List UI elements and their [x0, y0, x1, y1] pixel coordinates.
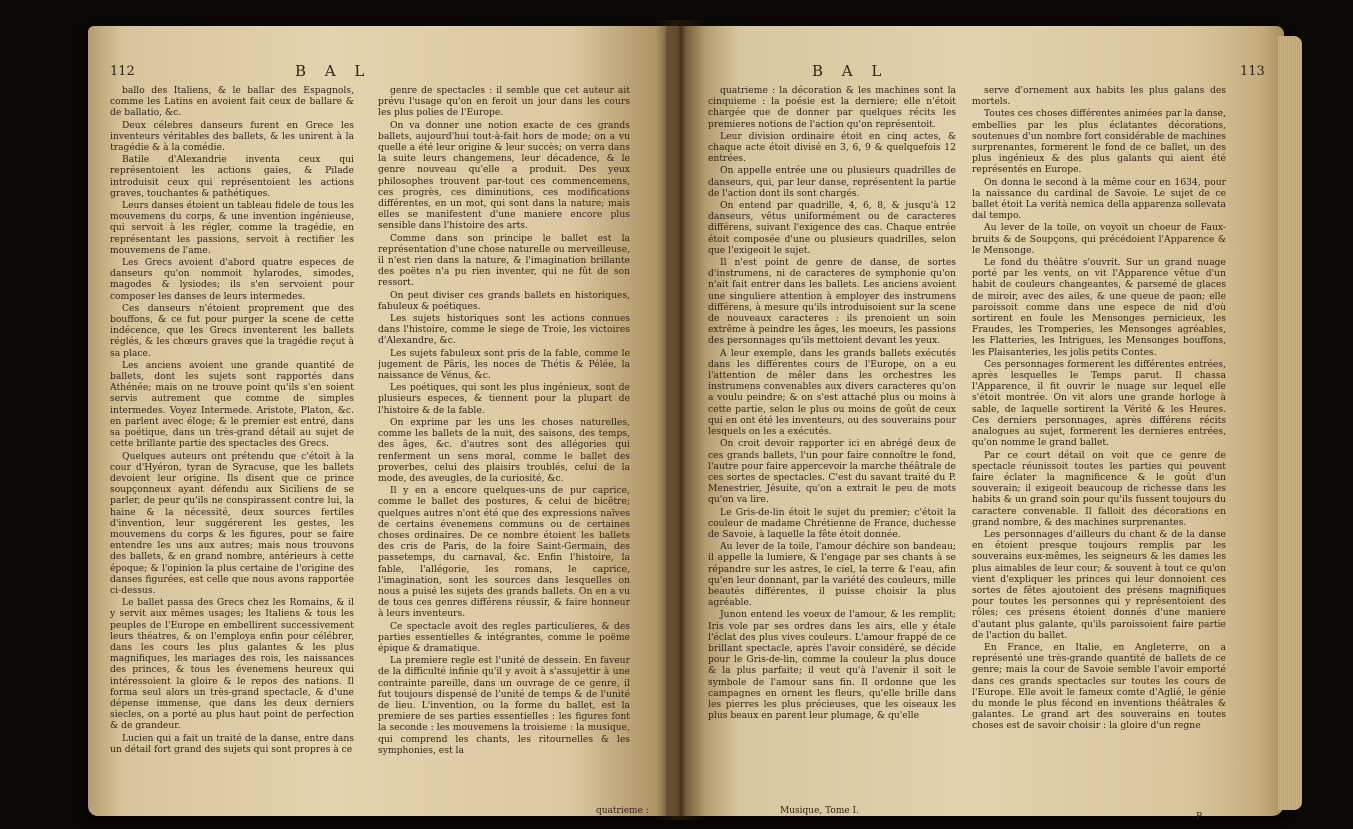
paragraph: Il y en a encore quelques-uns de pur caprice, comme le ballet des postures, & celui de bicêtre; quelques autres n'ont été que des expressions naïves de certains évenemens communs ou de certaines choses ordinaires. De ce nombre étoient les ballets des cris de Paris, de la foire Saint-Germain, des passetemps, du carnaval, &c. Enfin l'histoire, la fable, l'allégorie, les romans, le caprice, l'imagination, sont les sources dans lesquelles on nous a puisé les sujets des grands ballets. On en a vu de tous ces genres différens réussir, & faire honneur à leurs inventeurs.: [378, 485, 630, 620]
right-running-head: B A L: [812, 62, 889, 80]
paragraph: On peut diviser ces grands ballets en historiques, fabuleux & poétiques.: [378, 289, 630, 312]
book-gutter: [655, 20, 705, 820]
paragraph: Les sujets fabuleux sont pris de la fable, comme le jugement de Pâris, les noces de Thétis & Pélée, la naissance de Vénus, &c.: [378, 347, 630, 382]
paragraph: Les poétiques, qui sont les plus ingénieux, sont de plusieurs especes, & tiennent pour la plupart de l'histoire & de la fable.: [378, 382, 630, 416]
paragraph: Au lever de la toile, l'amour déchire son bandeau; il appelle la lumiere, & l'engage par ses chants à se répandre sur les astres, le ciel, la terre & l'eau, afin qu'en leur donnant, par la variété des couleurs, mille beautés différentes, il puisse choisir la plus agréable.: [708, 541, 956, 609]
left-running-head: B A L: [295, 62, 372, 80]
page-edges: [1278, 36, 1302, 810]
paragraph: On croit devoir rapporter ici en abrégé deux de ces grands ballets, l'un pour faire connoître le fond, l'autre pour faire appercevoir la marche théâtrale de ces sortes de spectacles. C'est du savant traité du P. Menestrier, Jésuite, qu'on a extrait le peu de mots qu'on va lire.: [708, 438, 956, 506]
paragraph: Ces danseurs n'étoient proprement que des bouffons, & ce fut pour purger la scene de cette indécence, que les Grecs inventerent les ballets réglés, & les chœurs graves que la tragédie reçut à sa place.: [110, 302, 354, 359]
paragraph: serve d'ornement aux habits les plus galans des mortels.: [972, 85, 1226, 108]
paragraph: Le fond du théâtre s'ouvrit. Sur un grand nuage porté par les vents, on vit l'Apparence vêtue d'un habit de couleurs changeantes, & parsemé de glaces de miroir, avec des ailes, & une queue de paon; elle paroissoit comme dans une espece de nid d'où sortirent en foule les Mensonges pernicieux, les Fraudes, les Tromperies, les Mensonges agréables, les Flatteries, les Intrigues, les Mensonges bouffons, les Plaisanteries, les jolis petits Contes.: [972, 257, 1226, 358]
right-column-1: [708, 85, 956, 805]
left-page-number: 112: [110, 64, 135, 79]
left-column-1: [110, 85, 354, 805]
paragraph: On entend par quadrille, 4, 6, 8, & jusqu'à 12 danseurs, vêtus uniformément ou de caracteres différens, suivant l'exigence des cas. Chaque entrée étoit composée d'une ou plusieurs quadrilles, selon que l'exigeoit le sujet.: [708, 200, 956, 256]
paragraph: En France, en Italie, en Angleterre, on a représenté une très-grande quantité de ballets de ce genre; mais la cour de Savoie semble l'avoir emporté dans ces grands spectacles sur toutes les cours de l'Europe. Elle avoit le fameux comte d'Aglié, le génie du monde le plus fécond en inventions théâtrales & galantes. Le grand art des souverains en toutes choses est de savoir choisir : la gloire d'un regne: [972, 641, 1226, 732]
paragraph: Quelques auteurs ont prétendu que c'étoit à la cour d'Hyéron, tyran de Syracuse, que les ballets devoient leur origine. Ils disent que ce prince soupçonneux ayant défendu aux Siciliens de se parler, de peur qu'ils ne conspirassent contre lui, la haine & la nécessité, deux sources fertiles d'invention, leur suggérerent les gestes, les mouvemens du corps & les figures, pour se faire entendre les uns aux autres; mais nous trouvons des ballets, & en grand nombre, antérieurs à cette époque; & l'opinion la plus certaine de l'origine des danses figurées, est celle que nous avons rapportée ci-dessus.: [110, 450, 354, 596]
paragraph: Le ballet passa des Grecs chez les Romains, & il y servit aux mêmes usages; les Italiens & tous les peuples de l'Europe en embellirent successivement leurs théatres, & on l'employa enfin pour célébrer, dans les cours les plus galantes & les plus magnifiques, les mariages des rois, les naissances des princes, & tous les évenemens heureux qui intéressoient la gloire & le repos des nations. Il forma seul alors un très-grand spectacle, & d'une dépense immense, que dans les deux derniers siecles, on a porté au plus haut point de perfection & de grandeur.: [110, 597, 354, 732]
paragraph: On va donner une notion exacte de ces grands ballets, aujourd'hui tout-à-fait hors de mode; on a vu quelle a été leur origine & leur succès; on verra dans la suite leurs changemens, leur décadence, & le genre nouveau qu'elle a produit. Des yeux philosophes trouvent par-tout ces commencemens, ces progrès, ces diminutions, ces modifications différentes, en un mot, qui sont dans la nature; mais elles se manifestent d'une maniere encore plus sensible dans l'histoire des arts.: [378, 119, 630, 232]
paragraph: Les personnages d'ailleurs du chant & de la danse en étoient presque toujours remplis par les souverains eux-mêmes, les seigneurs & les dames les plus aimables de leur cour; & souvent à tout ce qu'on vient d'expliquer les princes qui leur donnoient ces sortes de fêtes ajoutoient des présens magnifiques pour toutes les personnes qui y représentoient des rôles; ces présens étoient donnés d'une maniere d'autant plus galante, qu'ils paroissoient faire partie de l'action du ballet.: [972, 528, 1226, 641]
right-column-2: [972, 85, 1226, 805]
right-catchword: P: [1196, 812, 1203, 822]
paragraph: Comme dans son principe le ballet est la représentation d'une chose naturelle ou merveilleuse, il n'est rien dans la nature, & l'imagination brillante des poëtes n'a pu rien inventer, qui ne fût de son ressort.: [378, 232, 630, 289]
paragraph: Le Gris-de-lin étoit le sujet du premier; c'étoit la couleur de madame Chrétienne de France, duchesse de Savoie, à laquelle la fête étoit donnée.: [708, 506, 956, 540]
paragraph: Leurs danses étoient un tableau fidele de tous les mouvemens du corps, & une invention ingénieuse, qui servoit à les régler, comme la tragédie, en représentant les passions, servoit à rectifier les mouvemens de l'ame.: [110, 200, 354, 256]
paragraph: Les anciens avoient une grande quantité de ballets, dont les sujets sont rapportés dans Athénée; mais on ne trouve point qu'ils s'en soient servis autrement que comme de simples intermedes. Voyez Intermede. Aristote, Platon, &c. en parlent avec éloge; & le premier est entré, dans sa poétique, dans un très-grand détail au sujet de cette brillante partie des spectacles des Grecs.: [110, 359, 354, 450]
paragraph: On appelle entrée une ou plusieurs quadrilles de danseurs, qui, par leur danse, représentent la partie de l'action dont ils sont chargés.: [708, 165, 956, 199]
paragraph: Les Grecs avoient d'abord quatre especes de danseurs qu'on nommoit hylarodes, simodes, magodes & lysiodes; ils s'en servoient pour composer les danses de leurs intermedes.: [110, 257, 354, 302]
paragraph: La premiere regle est l'unité de dessein. En faveur de la difficulté infinie qu'il y avoit à s'assujettir à une contrainte pareille, dans un ouvrage de ce genre, il fut toujours dispensé de l'unité de temps & de l'unité de lieu. L'invention, ou la forme du ballet, est la premiere de ses parties essentielles : les figures font la seconde : les mouvemens la troisieme : la musique, qui comprend les chants, les ritournelles & les symphonies, est la: [378, 655, 630, 756]
paragraph: Il n'est point de genre de danse, de sortes d'instrumens, ni de caracteres de symphonie qu'on n'ait fait entrer dans les ballets. Les anciens avoient une singuliere attention à employer des instrumens différens, à mesure qu'ils introduisoient sur la scene de nouveaux caracteres : ils prenoient un soin extrême à peindre les âges, les moeurs, les passions des personnages qu'ils mettoient devant les yeux.: [708, 257, 956, 347]
right-signature: Musique, Tome I.: [780, 806, 859, 816]
paragraph: On exprime par les uns les choses naturelles, comme les ballets de la nuit, des saisons, des temps, des âges, &c. d'autres sont des allégories qui renferment un sens moral, comme le ballet des proverbes, celui des plaisirs troublés, celui de la mode, des aveugles, de la curiosité, &c.: [378, 416, 630, 484]
left-catchword: quatrieme :: [596, 806, 649, 816]
paragraph: Les sujets historiques sont les actions connues dans l'histoire, comme le siege de Troie, les victoires d'Alexandre, &c.: [378, 313, 630, 347]
paragraph: Ce spectacle avoit des regles particulieres, & des parties essentielles & intégrantes, comme le poëme épique & dramatique.: [378, 620, 630, 654]
left-column-2: [378, 85, 630, 805]
paragraph: Ces personnages formerent les différentes entrées, après lesquelles le Temps parut. Il chassa l'Apparence, il fit ouvrir le nuage sur lequel elle s'étoit montrée. On vit alors une grande horloge à sable, de laquelle sortirent la Vérité & les Heures. Ces derniers personnages, après différens récits analogues au sujet, formerent les dernieres entrées, qu'on nomme le grand ballet.: [972, 358, 1226, 449]
paragraph: Deux célebres danseurs furent en Grece les inventeurs véritables des ballets, & les unirent à la tragédie & à la comédie.: [110, 119, 354, 154]
paragraph: quatrieme : la décoration & les machines sont la cinquieme : la poésie est la derniere; elle n'étoit chargée que de donner par quelques récits les premieres notions de l'action qu'on représentoit.: [708, 85, 956, 130]
paragraph: genre de spectacles : il semble que cet auteur ait prévu l'usage qu'on en feroit un jour dans les cours les plus polies de l'Europe.: [378, 85, 630, 119]
paragraph: On donna le second à la même cour en 1634, pour la naissance du cardinal de Savoie. Le sujet de ce ballet étoit La verità nemica della apparenza sollevata dal tempo.: [972, 176, 1226, 222]
paragraph: Par ce court détail on voit que ce genre de spectacle réunissoit toutes les parties qui peuvent faire éclater la magnificence & le goût d'un souverain; il exigeoit beaucoup de richesse dans les habits & un grand soin pour qu'ils fussent toujours du caractere convenable. Il falloit des décorations en grand nombre, & des machines surprenantes.: [972, 449, 1226, 528]
right-page-number: 113: [1240, 64, 1265, 79]
paragraph: Lucien qui a fait un traité de la danse, entre dans un détail fort grand des sujets qui sont propres à ce: [110, 732, 354, 755]
paragraph: Au lever de la toile, on voyoit un choeur de Faux-bruits & de Soupçons, qui précédoient l'Apparence & le Mensonge.: [972, 222, 1226, 256]
paragraph: ballo des Italiens, & le ballar des Espagnols, comme les Latins en avoient fait ceux de ballare & de ballatio, &c.: [110, 85, 354, 119]
paragraph: Leur division ordinaire étoit en cinq actes, & chaque acte étoit divisé en 3, 6, 9 & quelquefois 12 entrées.: [708, 130, 956, 165]
paragraph: Junon entend les voeux de l'amour, & les remplit; Iris vole par ses ordres dans les airs, elle y étale l'éclat des plus vives couleurs. L'amour frappé de ce brillant spectacle, après l'avoir considéré, se décide pour le Gris-de-lin, comme la couleur la plus douce & la plus parfaite; il veut qu'à l'avenir il soit le symbole de l'amour sans fin. Il ordonne que les campagnes en ornent les fleurs, qu'elle brille dans les pierres les plus précieuses, que les oiseaux les plus beaux en parent leur plumage, & qu'elle: [708, 609, 956, 722]
paragraph: Batile d'Alexandrie inventa ceux qui représentoient les actions gaies, & Pilade introduisit ceux qui représentoient les actions graves, touchantes & pathétiques.: [110, 154, 354, 199]
paragraph: A leur exemple, dans les grands ballets exécutés dans les différentes cours de l'Europe, on a eu l'attention de mêler dans les orchestres les instrumens convenables aux divers caracteres qu'on a voulu peindre; & on s'est attaché plus ou moins à cette partie, selon le plus ou moins de goût de ceux qui en ont été les inventeurs, ou des souverains pour lesquels on les a exécutés.: [708, 347, 956, 438]
paragraph: Toutes ces choses différentes animées par la danse, embellies par les plus éclatantes décorations, soutenues d'un nombre fort considérable de machines surprenantes, formerent le fond de ce ballet, un des plus ingénieux & des plus galants qui aient été représentés en Europe.: [972, 108, 1226, 176]
